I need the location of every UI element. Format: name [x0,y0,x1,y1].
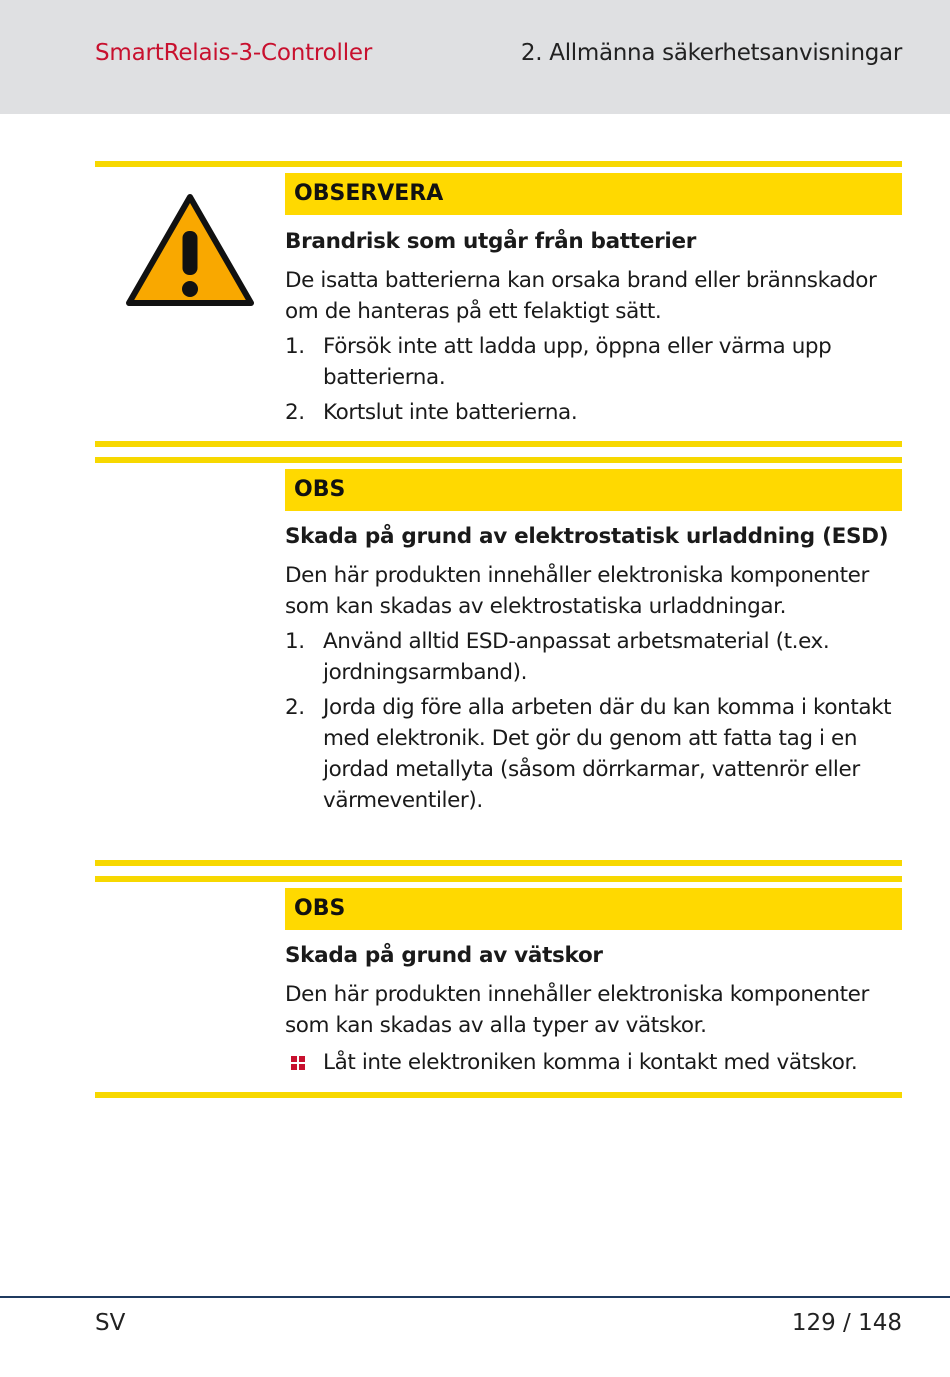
list-item [285,331,905,393]
cross-square-bullet-icon [291,1056,305,1070]
notice-bottom-rule [95,1092,902,1098]
bullet-text: Låt inte elektroniken komma i kontakt med vätskor. [323,1050,858,1075]
notice-top-rule [95,876,902,882]
chapter-title: 2. Allmänna säkerhetsanvisningar [520,40,902,66]
notice-text: De isatta batterierna kan orsaka brand eller brännskador om de hanteras på ett felaktigt sätt. [285,268,877,324]
notice-battery-fire [95,161,902,448]
notice-top-rule [95,161,902,167]
footer-divider [0,1296,950,1298]
notice-steps [285,626,905,816]
warning-triangle-icon [123,191,257,309]
notice-label: OBS [285,888,902,930]
notice-content [285,227,905,432]
notice-liquids [95,876,902,1100]
step-number: 2. [285,400,305,425]
list-item [285,397,905,428]
list-item [285,692,905,816]
notice-title: Brandrisk som utgår från batterier [285,229,697,254]
notice-top-rule [95,457,902,463]
page-header [0,0,950,114]
notice-text: Den här produkten innehåller elektroniska komponenter som kan skadas av elektrostatiska urladdningar. [285,563,869,619]
step-text: Kortslut inte batterierna. [323,400,578,425]
notice-text: Den här produkten innehåller elektroniska komponenter som kan skadas av alla typer av vätskor. [285,982,869,1038]
list-item [285,1047,905,1078]
footer-language: SV [95,1310,126,1336]
step-number: 1. [285,629,305,654]
notice-title: Skada på grund av vätskor [285,943,603,968]
list-item [285,626,905,688]
notice-content [285,522,905,820]
page-number: 129 / 148 [791,1310,902,1336]
step-number: 1. [285,334,305,359]
notice-steps [285,331,905,428]
notice-bottom-rule [95,860,902,866]
step-number: 2. [285,695,305,720]
step-text: Jorda dig före alla arbeten där du kan komma i kontakt med elektronik. Det gör du genom att fatta tag i en jordad metallyta (såsom dörrkarmar, vattenrör eller värmeventiler). [323,695,892,813]
notice-title: Skada på grund av elektrostatisk urladdning (ESD) [285,524,889,549]
notice-bullets [285,1047,905,1078]
notice-label: OBSERVERA [285,173,902,215]
product-name: SmartRelais-3-Controller [95,40,373,66]
step-text: Försök inte att ladda upp, öppna eller värma upp batterierna. [323,334,832,390]
notice-content [285,941,905,1082]
notice-bottom-rule [95,441,902,447]
notice-esd [95,457,902,868]
notice-label: OBS [285,469,902,511]
step-text: Använd alltid ESD-anpassat arbetsmaterial (t.ex. jordningsarmband). [323,629,830,685]
